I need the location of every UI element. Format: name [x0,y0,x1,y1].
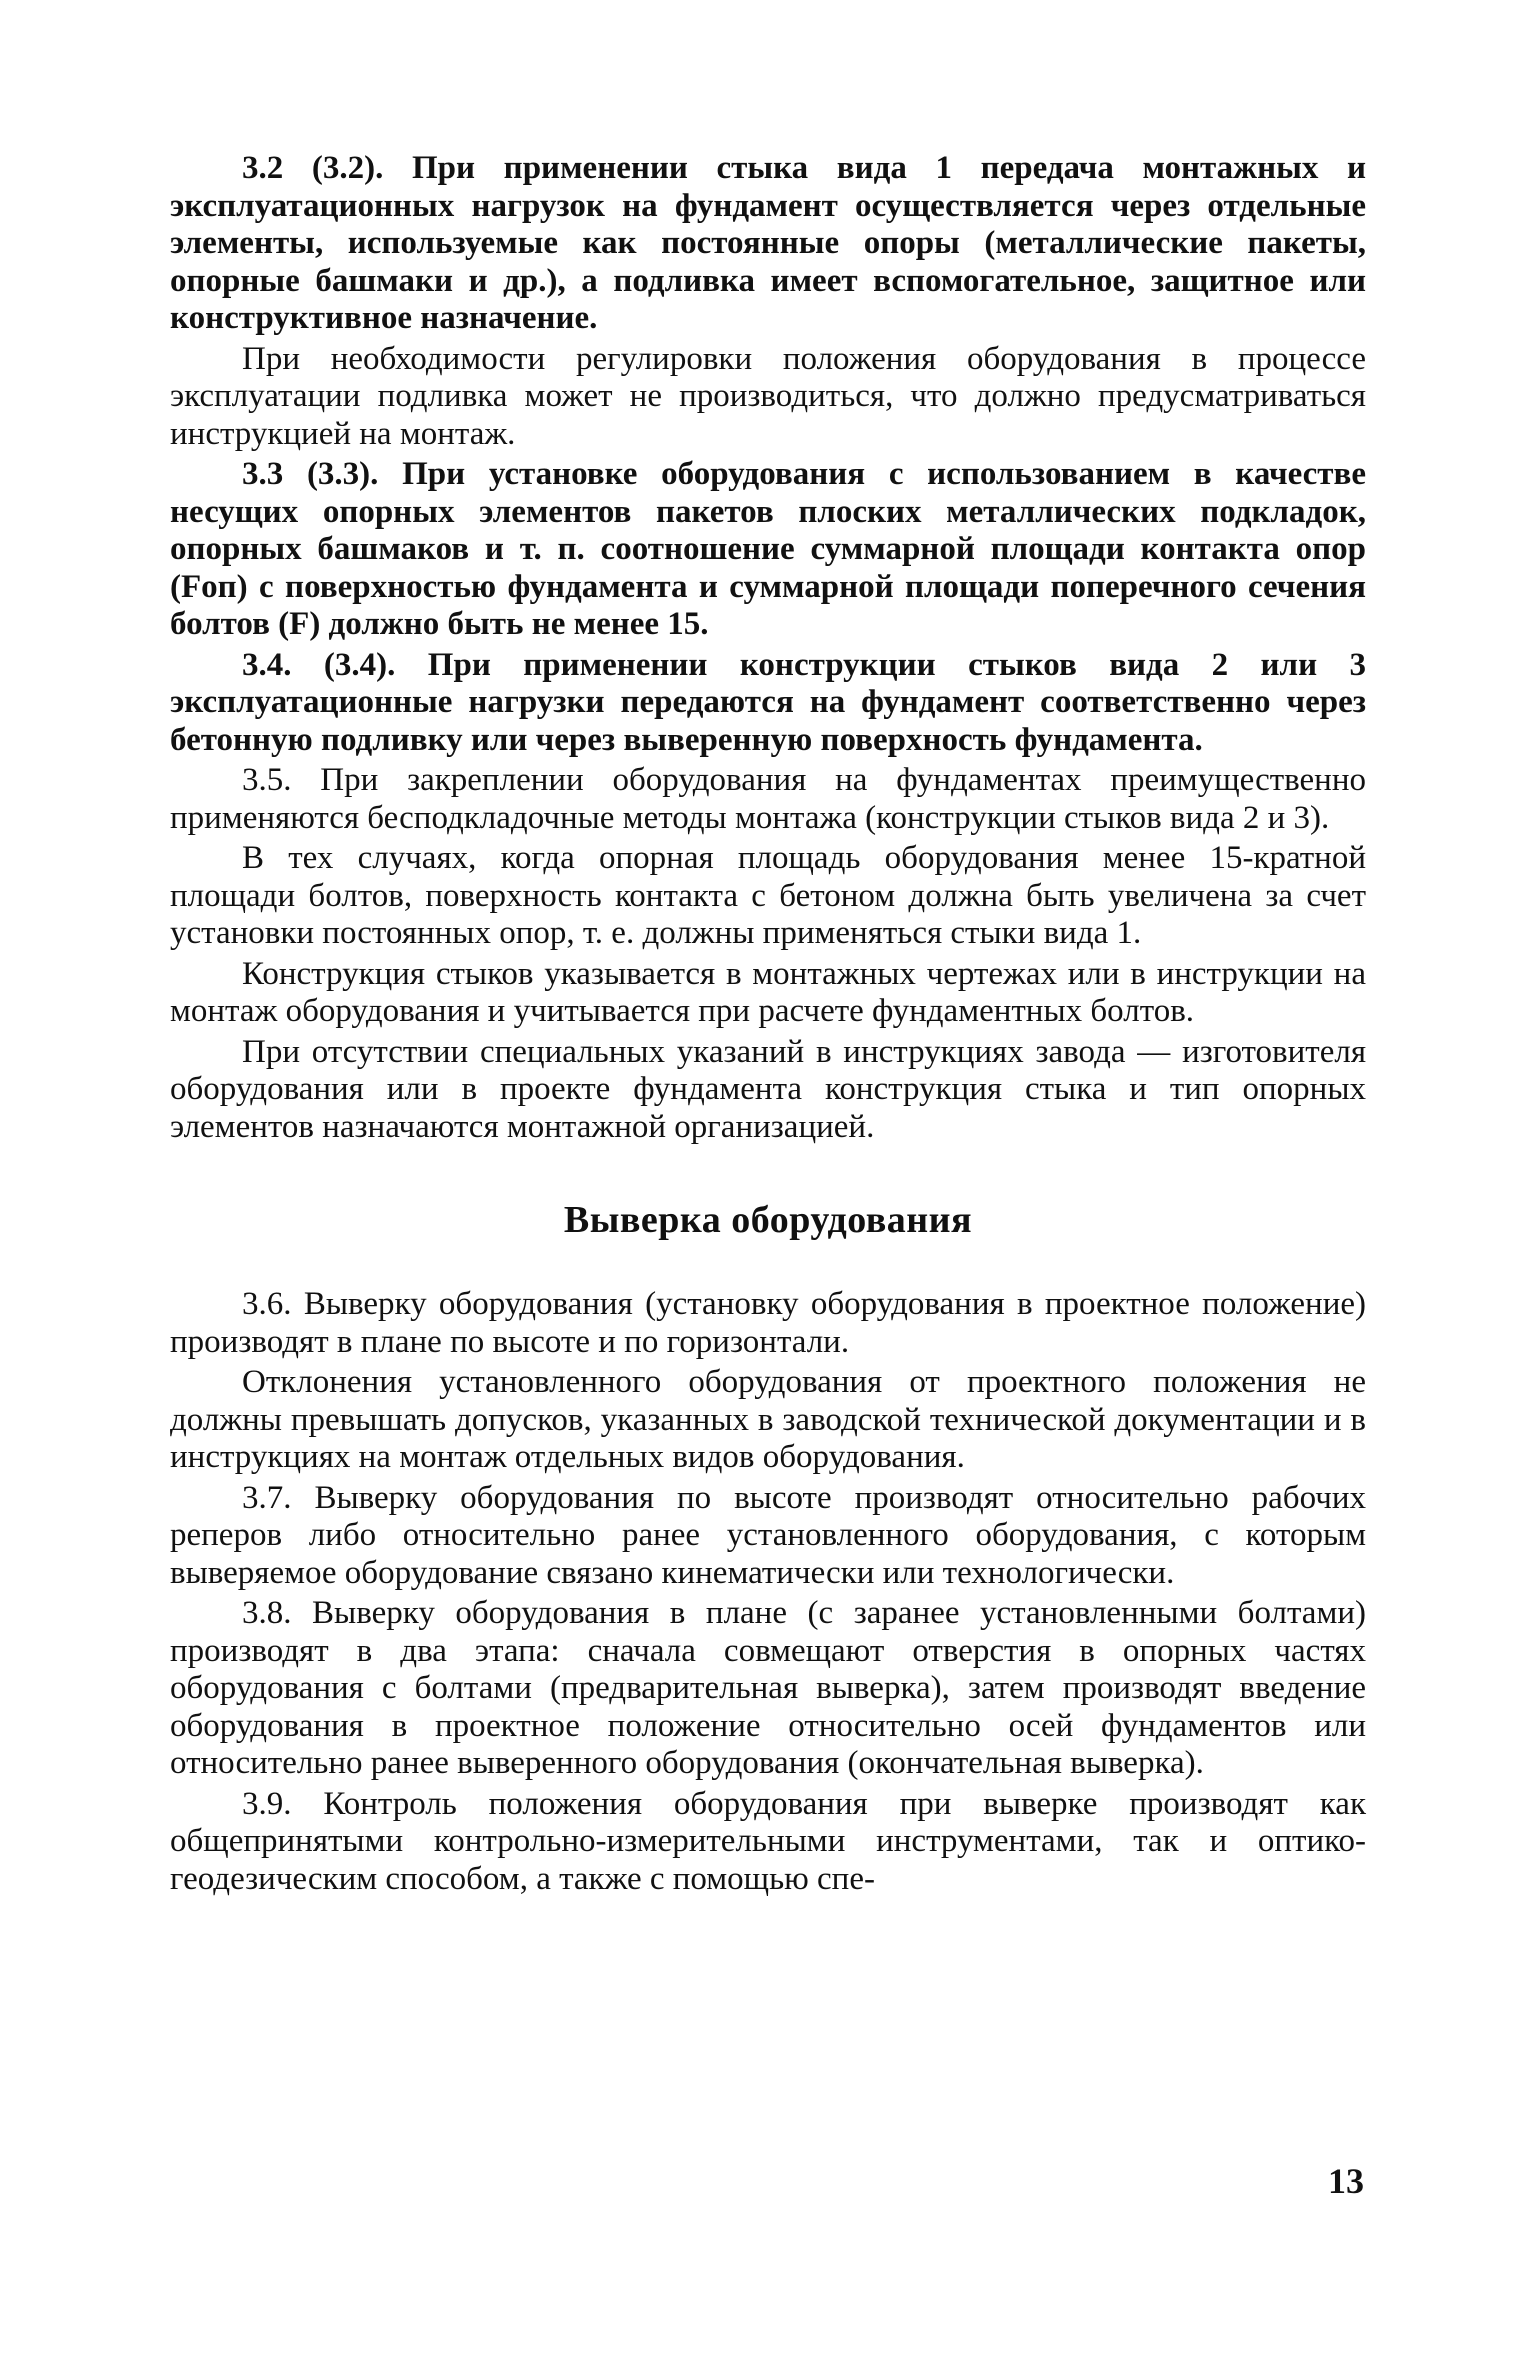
paragraph-3-5: 3.5. При закреплении оборудования на фундаментах преимущественно применяются бесподкладочные методы монтажа (конструкции стыков вида 2 и 3). [170,762,1366,836]
paragraph-no-instructions: При отсутствии специальных указаний в инструкциях завода — изготовителя оборудования или в проекте фундамента конструкция стыка и тип опорных элементов назначаются монтажной организацией. [170,1033,1366,1145]
paragraph-3-4: 3.4. (3.4). При применении конструкции стыков вида 2 или 3 эксплуатационные нагрузки передаются на фундамент соответственно через бетонную подливку или через выверенную поверхность фундамента. [170,646,1366,758]
paragraph-support-area: В тех случаях, когда опорная площадь оборудования менее 15-кратной площади болтов, поверхность контакта с бетоном должна быть увеличена за счет установки постоянных опор, т. е. должны применяться стыки вида 1. [170,840,1366,951]
paragraph-3-2: 3.2 (3.2). При применении стыка вида 1 передача монтажных и эксплуатационных нагрузок на фундамент осуществляется через отдельные элементы, используемые как постоянные опоры (металлические пакеты, опорные башмаки и др.), а подливка имеет вспомогательное, защитное или конструктивное назначение. [170,150,1366,336]
paragraph-3-6: 3.6. Выверку оборудования (установку оборудования в проектное положение) производят в плане по высоте и по горизонтали. [170,1286,1366,1360]
page-number: 13 [1328,2161,1364,2201]
paragraph-3-7: 3.7. Выверку оборудования по высоте производят относительно рабочих реперов либо относительно ранее установленного оборудования, с которым выверяемое оборудование связано кинематически или технологически. [170,1479,1366,1591]
paragraph-regulation: При необходимости регулировки положения оборудования в процессе эксплуатации подливка может не производиться, что должно предусматриваться инструкцией на монтаж. [170,340,1366,452]
paragraph-deviations: Отклонения установленного оборудования от проектного положения не должны превышать допусков, указанных в заводской технической документации и в инструкциях на монтаж отдельных видов оборудования. [170,1364,1366,1475]
paragraph-3-9: 3.9. Контроль положения оборудования при выверке производят как общепринятыми контрольно-измерительными инструментами, так и оптико-геодезическим способом, а также с помощью спе- [170,1785,1366,1897]
paragraph-joint-design: Конструкция стыков указывается в монтажных чертежах или в инструкции на монтаж оборудования и учитывается при расчете фундаментных болтов. [170,955,1366,1029]
document-page [170,150,1366,2270]
section-heading: Выверка оборудования [563,1199,973,1241]
paragraph-3-3: 3.3 (3.3). При установке оборудования с использованием в качестве несущих опорных элементов пакетов плоских металлических подкладок, опорных башмаков и т. п. соотношение суммарной площади контакта опор (Fоп) с поверхностью фундамента и суммарной площади поперечного сечения болтов (F) должно быть не менее 15. [170,456,1366,642]
paragraph-3-8: 3.8. Выверку оборудования в плане (с заранее установленными болтами) производят в два этапа: сначала совмещают отверстия в опорных частях оборудования с болтами (предварительная выверка), затем производят введение оборудования в проектное положение относительно осей фундаментов или относительно ранее выверенного оборудования (окончательная выверка). [170,1595,1366,1781]
